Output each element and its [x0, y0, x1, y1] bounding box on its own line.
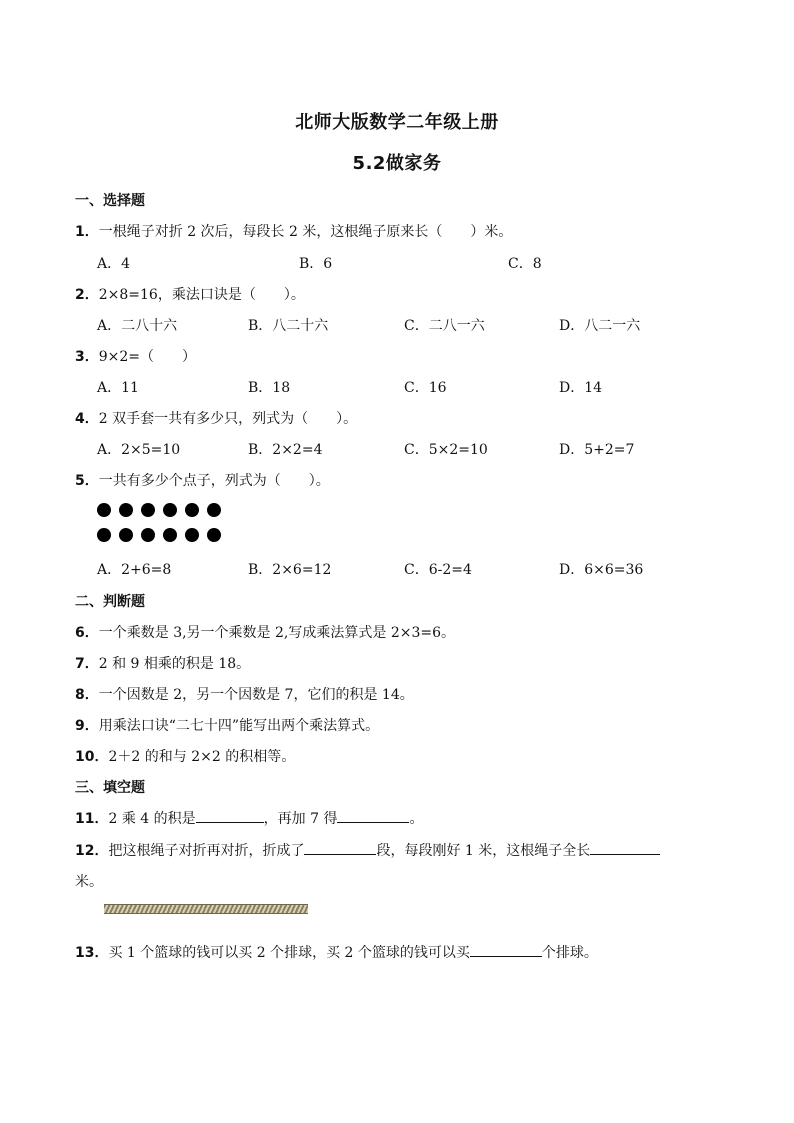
question-number: 8． [75, 687, 99, 703]
question-5 [75, 470, 330, 490]
answer-blank[interactable] [196, 808, 264, 823]
question-text: 9×2=（ ） [98, 349, 197, 365]
question-12-continued: 米。 [75, 874, 103, 890]
question-number: 12． [75, 843, 109, 859]
section-choice: 一、选择题 [75, 193, 145, 209]
question-text: 个排球。 [541, 945, 598, 961]
question-number: 11． [75, 811, 109, 827]
question-number: 4． [75, 411, 99, 427]
question-number: 13． [75, 945, 109, 961]
dot [207, 503, 221, 517]
q5-option-c: C．6-2=4 [404, 562, 472, 578]
question-number: 6． [75, 625, 99, 641]
q4-option-a: A．2×5=10 [97, 442, 181, 458]
q3-option-d: D．14 [559, 380, 603, 396]
question-text: 把这根绳子对折再对折，折成了 [108, 843, 305, 859]
dot [141, 503, 155, 517]
question-12 [75, 840, 660, 860]
rope-image [104, 904, 308, 914]
question-number: 5． [75, 473, 99, 489]
question-text: 2×8=16，乘法口诀是（ ）。 [98, 287, 305, 303]
q3-option-c: C．16 [404, 380, 447, 396]
dot [185, 503, 199, 517]
question-text: 2＋2 的和与 2×2 的积相等。 [108, 749, 296, 765]
section-judge: 二、判断题 [75, 594, 145, 610]
answer-blank[interactable] [337, 808, 409, 823]
q4-option-d: D．5+2=7 [559, 442, 635, 458]
dot [185, 528, 199, 542]
q1-option-a: A．4 [97, 256, 131, 272]
document-title: 北师大版数学二年级上册 [295, 112, 499, 133]
question-text: 一个因数是 2，另一个因数是 7，它们的积是 14。 [98, 687, 414, 703]
question-number: 7． [75, 656, 99, 672]
answer-blank[interactable] [304, 840, 376, 855]
q4-option-c: C．5×2=10 [404, 442, 488, 458]
dot [163, 528, 177, 542]
question-number: 3． [75, 349, 99, 365]
dot [207, 528, 221, 542]
q5-option-d: D．6×6=36 [559, 562, 644, 578]
q1-option-c: C．8 [508, 256, 542, 272]
question-9 [75, 715, 379, 735]
q3-option-b: B．18 [248, 380, 291, 396]
question-text: 一个乘数是 3,另一个乘数是 2,写成乘法算式是 2×3=6。 [98, 625, 455, 641]
dot [119, 528, 133, 542]
question-text: 2 和 9 相乘的积是 18。 [98, 656, 251, 672]
section-fill: 三、填空题 [75, 780, 145, 796]
q5-option-a: A．2+6=8 [97, 562, 172, 578]
question-number: 1． [75, 224, 99, 240]
question-text: 。 [409, 811, 424, 827]
question-10 [75, 746, 295, 766]
dot [141, 528, 155, 542]
question-4 [75, 408, 357, 428]
q5-option-b: B．2×6=12 [248, 562, 332, 578]
question-text: 段，每段刚好 1 米，这根绳子全长 [376, 843, 591, 859]
question-number: 10． [75, 749, 109, 765]
question-number: 9． [75, 718, 99, 734]
dot [97, 503, 111, 517]
question-text: 一共有多少个点子，列式为（ ）。 [98, 473, 330, 489]
question-3 [75, 346, 196, 366]
dot [97, 528, 111, 542]
question-11 [75, 808, 423, 828]
question-8 [75, 684, 414, 704]
answer-blank[interactable] [470, 942, 542, 957]
question-13 [75, 942, 598, 962]
q2-option-d: D．八二一六 [559, 318, 641, 334]
question-text: 2 乘 4 的积是 [108, 811, 196, 827]
question-7 [75, 653, 250, 673]
question-1 [75, 221, 512, 241]
question-text: ，再加 7 得 [263, 811, 338, 827]
q3-option-a: A．11 [97, 380, 139, 396]
q2-option-b: B．八二十六 [248, 318, 329, 334]
q4-option-b: B．2×2=4 [248, 442, 323, 458]
q2-option-c: C．二八一六 [404, 318, 485, 334]
question-text: 一根绳子对折 2 次后，每段长 2 米，这根绳子原来长（ ）米。 [98, 224, 513, 240]
question-2 [75, 284, 305, 304]
q1-option-b: B．6 [299, 256, 333, 272]
answer-blank[interactable] [590, 840, 660, 855]
q2-option-a: A．二八十六 [97, 318, 178, 334]
dot [119, 503, 133, 517]
question-6 [75, 622, 455, 642]
question-text: 用乘法口诀“二七十四”能写出两个乘法算式。 [98, 718, 380, 734]
document-subtitle: 5.2做家务 [352, 153, 442, 174]
question-text: 买 1 个篮球的钱可以买 2 个排球，买 2 个篮球的钱可以买 [108, 945, 470, 961]
dot [163, 503, 177, 517]
question-number: 2． [75, 287, 99, 303]
question-text: 2 双手套一共有多少只，列式为（ ）。 [98, 411, 358, 427]
